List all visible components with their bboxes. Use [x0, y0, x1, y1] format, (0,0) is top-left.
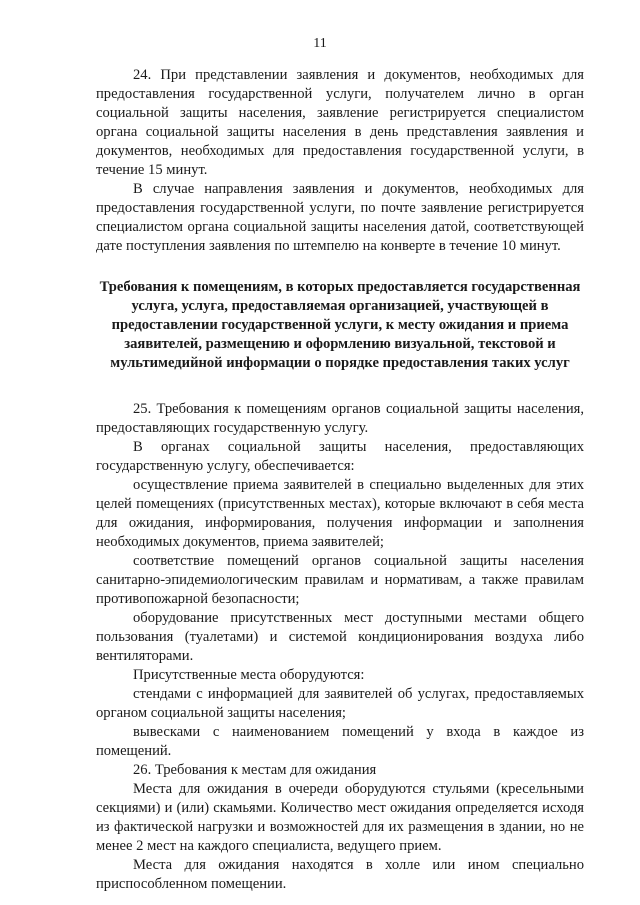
paragraph-provision: В органах социальной защиты населения, предоставляющих государственную услугу, обеспечивается: [96, 439, 584, 474]
document-body [96, 66, 584, 894]
section-heading: Требования к помещениям, в которых предоставляется государственная услуга, услуга, предоставляемая организацией, участвующей в предоставлении государственной услуги, к месту ожидания и приема заявителей, размещению и оформлению визуальной, текстовой и мультимедийной информации о порядке предоставления таких услуг [99, 279, 581, 371]
paragraph-26: 26. Требования к местам для ожидания [133, 762, 377, 778]
paragraph-waiting-places: Места для ожидания в очереди оборудуются стульями (кресельными секциями) и (или) скамьями. Количество мест ожидания определяется исходя из фактической нагрузки и возможностей для их размещения в здании, но не менее 2 мест на каждого специалиста, ведущего прием. [96, 781, 584, 854]
paragraph-equipment: оборудование присутственных мест доступными местами общего пользования (туалетами) и системой кондиционирования воздуха либо вентиляторами. [96, 610, 584, 664]
paragraph-25: 25. Требования к помещениям органов социальной защиты населения, предоставляющих государственную услугу. [96, 401, 584, 436]
paragraph-signs: вывесками с наименованием помещений у входа в каждое из помещений. [96, 724, 584, 759]
paragraph-mail-registration: В случае направления заявления и документов, необходимых для предоставления государственной услуги, по почте заявление регистрируется специалистом органа социальной защиты населения датой, соответствующей дате поступления заявления по штемпелю на конверте в течение 10 минут. [96, 181, 584, 254]
paragraph-reception: осуществление приема заявителей в специально выделенных для этих целей помещениях (присутственных местах), которые включают в себя места для ожидания, информирования, получения информации и заполнения необходимых документов, приема заявителей; [96, 477, 584, 550]
paragraph-24: 24. При представлении заявления и документов, необходимых для предоставления государственной услуги, получателем лично в орган социальной защиты населения, заявление регистрируется специалистом органа социальной защиты населения в день представления заявления и документов, необходимых для предоставления государственной услуги, в течение 15 минут. [96, 67, 584, 178]
paragraph-places-equipped: Присутственные места оборудуются: [133, 667, 365, 683]
paragraph-stands: стендами с информацией для заявителей об услугах, предоставляемых органом социальной защиты населения; [96, 686, 584, 721]
paragraph-hall: Места для ожидания находятся в холле или ином специально приспособленном помещении. [96, 857, 584, 892]
paragraph-sanitary: соответствие помещений органов социальной защиты населения санитарно-эпидемиологическим правилам и нормативам, а также правилам противопожарной безопасности; [96, 553, 584, 607]
page-number: 11 [313, 36, 327, 51]
